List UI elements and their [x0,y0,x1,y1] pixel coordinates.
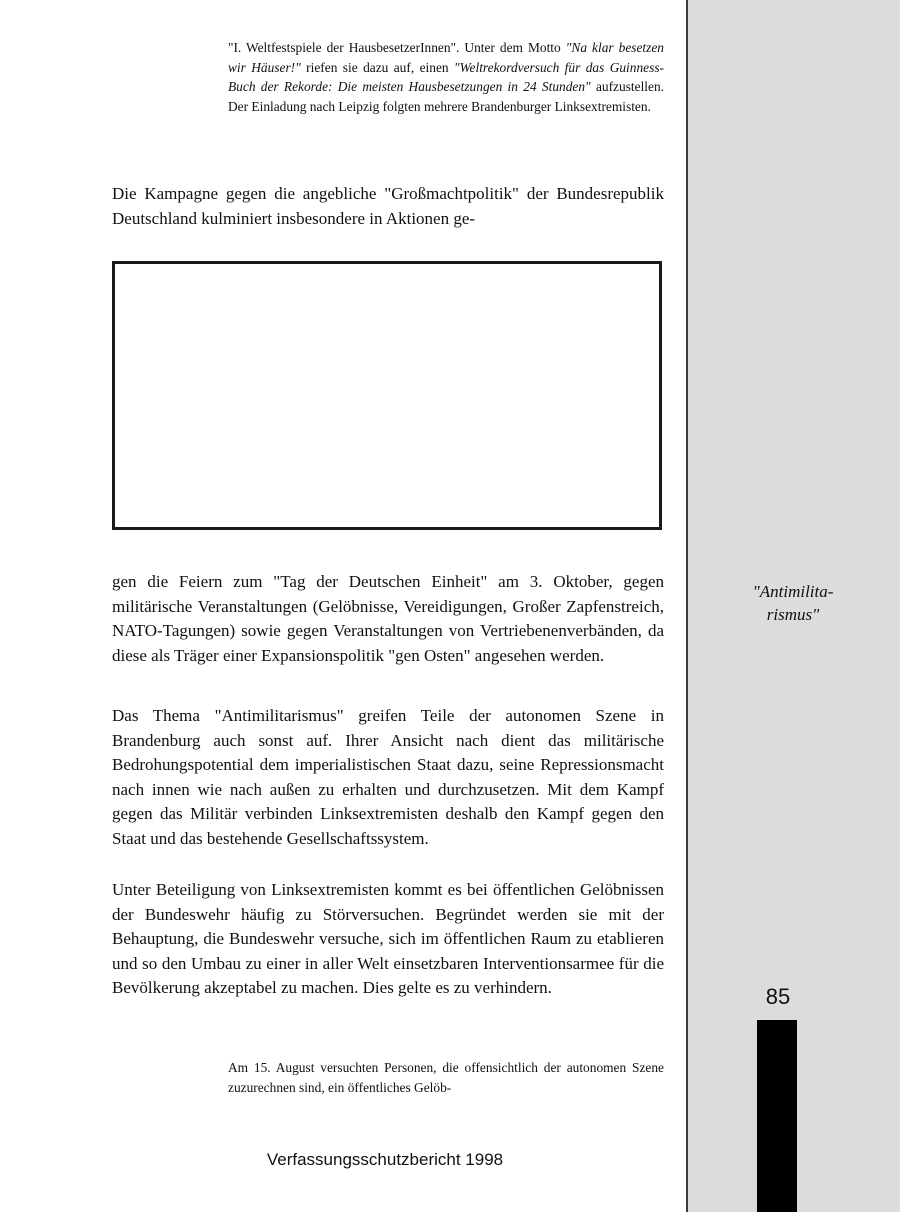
excerpt-line: "I. Weltfestspiele der HausbesetzerInnen". Unter dem Motto [228,40,561,55]
paragraph-events: gen die Feiern zum "Tag der Deutschen Einheit" am 3. Oktober, gegen militärische Veranstaltungen (Gelöbnisse, Vereidigungen, Großer Zapfenstreich, NATO-Tagungen) sowie gegen Veranstaltungen von Vertriebenenverbänden, da diese als Träger einer Expansionspolitik "gen Osten" angesehen werden. [112,572,664,665]
margin-note-line1: "Antimilita- [752,582,834,601]
excerpt-box-top [228,38,664,116]
excerpt-text-end: aufzustellen. Der Einladung nach Leipzig folgten mehrere Brandenburger Linksextremisten. [228,79,665,114]
paragraph-bundeswehr: Unter Beteiligung von Linksextremisten kommt es bei öffentlichen Gelöbnissen der Bundeswehr häufig zu Störversuchen. Begründet werden sie mit der Behauptung, die Bundeswehr versuche, sich im öffentlichen Raum zu etablieren und so den Umbau zu einer in aller Welt einsetzbaren Interventionsarmee für die Bevölkerung akzeptabel zu machen. Dies gelte es zu verhindern. [112,880,664,997]
excerpt-box-bottom: Am 15. August versuchten Personen, die offensichtlich der autonomen Szene zuzurechnen sind, ein öffentliches Gelöb- [228,1060,664,1095]
excerpt-motto: "Na klar besetzen wir Häuser!" [228,40,664,75]
footer-title: Verfassungsschutzbericht 1998 [266,1150,504,1169]
image-placeholder-frame [112,261,662,530]
paragraph-antimilitarism: Das Thema "Antimilitarismus" greifen Teile der autonomen Szene in Brandenburg auch sonst auf. Ihrer Ansicht nach dient das militärische Bedrohungspotential dem imperialistischen Staat dazu, seine Repressionsmacht nach innen wie nach außen zu erhalten und durchzusetzen. Mit dem Kampf gegen das Militär verbinden Linksextremisten deshalb den Kampf gegen den Staat und das bestehende Gesellschaftssystem. [112,706,664,848]
excerpt-text: riefen sie dazu auf, einen [300,59,449,75]
excerpt-record-quote: "Weltrekordversuch für das Guinness-Buch der Rekorde: Die meisten Hausbesetzungen in 24 Stunden" [228,59,664,94]
margin-note-antimilitarismus [708,580,878,626]
paragraph-campaign: Die Kampagne gegen die angebliche "Großmachtpolitik" der Bundesrepublik Deutschland kulminiert insbesondere in Aktionen ge- [112,184,664,228]
chapter-tab-marker [757,1020,797,1212]
margin-note-line2: rismus" [766,605,820,624]
page-number: 85 [765,984,791,1009]
